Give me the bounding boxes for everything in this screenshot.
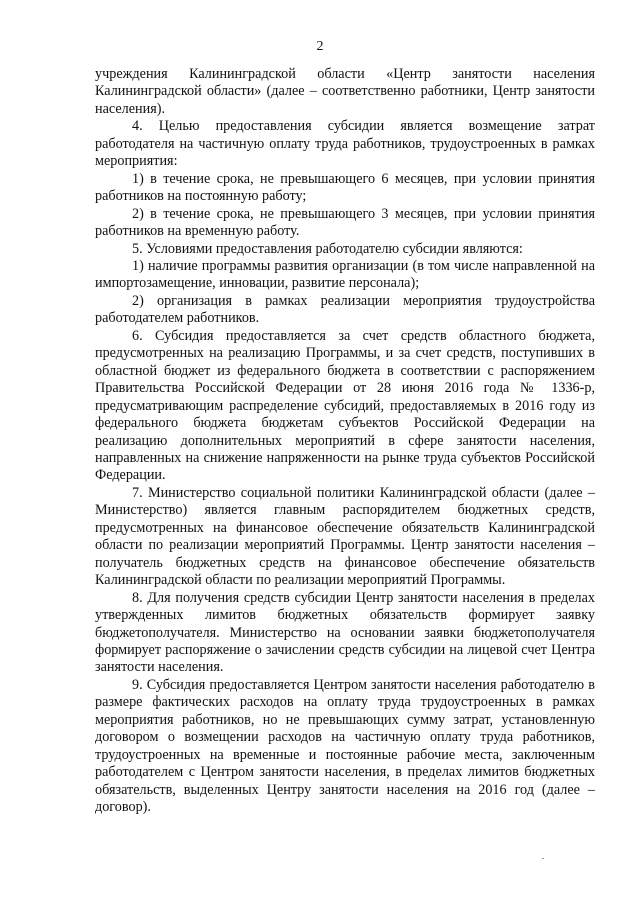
paragraph-5-item-1: 1) наличие программы развития организации (в том числе направленной на импортозамещение, инновации, развитие персонала); [95,257,595,292]
paragraph-5: 5. Условиями предоставления работодателю субсидии являются: [132,240,523,257]
paragraph-4-item-1: 1) в течение срока, не превышающего 6 месяцев, при условии принятия работников на постоянную работу; [95,170,595,205]
scan-mark [542,858,544,859]
paragraph-4-item-2: 2) в течение срока, не превышающего 3 месяцев, при условии принятия работников на временную работу. [95,205,595,240]
document-body [95,66,595,816]
paragraph-6: 6. Субсидия предоставляется за счет средств областного бюджета, предусмотренных на реализацию Программы, и за счет средств, поступивших в областной бюджет из федерального бюджета в соответствии с распоряжением Правительства Российской Федерации от 28 июня 2016 года № 1336-р, предусматривающим распределение субсидий, предоставляемых в 2016 году из федерального бюджета бюджетам субъектов Российской Федерации на реализацию дополнительных мероприятий в сфере занятости населения, направленных на снижение напряженности на рынке труда субъектов Российской Федерации. [95,327,595,484]
paragraph-4: 4. Целью предоставления субсидии является возмещение затрат работодателя на частичную оплату труда работников, трудоустроенных в рамках мероприятия: [95,118,595,170]
paragraph-5-item-2: 2) организация в рамках реализации мероприятия трудоустройства работодателем работников. [95,292,595,327]
paragraph-7: 7. Министерство социальной политики Калининградской области (далее – Министерство) является главным распорядителем бюджетных средств, предусмотренных на финансовое обеспечение обязательств Калининградской области по реализации мероприятий Программы. Центр занятости населения – получатель бюджетных средств на финансовое обеспечение обязательств Калининградской области по реализации мероприятий Программы. [95,484,595,589]
paragraph-9: 9. Субсидия предоставляется Центром занятости населения работодателю в размере фактических расходов на оплату труда трудоустроенных в рамках мероприятия работников, но не превышающих сумму затрат, установленную договором о возмещении расходов на частичную оплату труда работников, трудоустроенных на временные и постоянные рабочие места, заключенным работодателем с Центром занятости населения, в пределах лимитов бюджетных обязательств, выделенных Центру занятости населения на 2016 год (далее – договор). [95,676,595,816]
paragraph-8: 8. Для получения средств субсидии Центр занятости населения в пределах утвержденных лимитов бюджетных обязательств формирует заявку бюджетополучателя. Министерство на основании заявки бюджетополучателя формирует распоряжение о зачислении средств субсидии на лицевой счет Центра занятости населения. [95,589,595,676]
paragraph-continuation: учреждения Калининградской области «Центр занятости населения Калининградской области» (далее – соответственно работники, Центр занятости населения). [95,66,595,117]
page-number: 2 [316,39,324,54]
